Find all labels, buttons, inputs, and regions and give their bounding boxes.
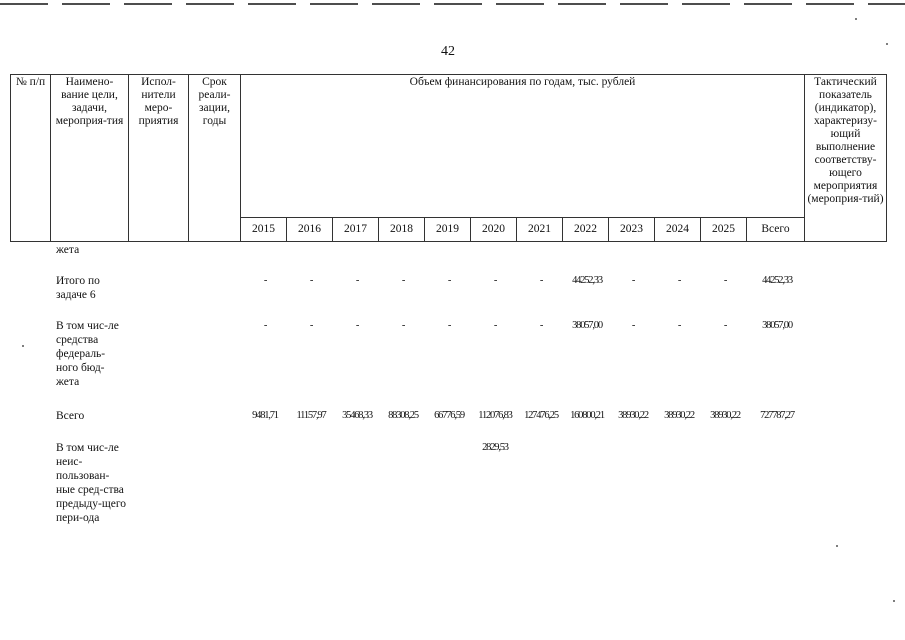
year-cell: 2019 <box>425 217 471 241</box>
year-cell: 2015 <box>241 217 287 241</box>
year-cell: 2020 <box>471 217 517 241</box>
row-value: 44252,33 <box>572 275 602 286</box>
row-value: 127476,25 <box>524 410 558 421</box>
row-value: 38057,00 <box>572 320 602 331</box>
row-value: - <box>355 275 359 286</box>
row-value: 2829,53 <box>482 442 508 453</box>
row-value: - <box>401 320 405 331</box>
scan-speck <box>22 345 24 347</box>
scan-speck <box>886 43 888 45</box>
year-cell: 2022 <box>563 217 609 241</box>
row-value: - <box>263 275 267 286</box>
top-border-line <box>0 3 905 5</box>
row-value: 38930,22 <box>664 410 694 421</box>
row-value: 160800,21 <box>570 410 604 421</box>
year-cell: 2025 <box>701 217 747 241</box>
row-value: - <box>677 275 681 286</box>
row-value: - <box>493 275 497 286</box>
row-value: 11157,97 <box>296 410 326 421</box>
row-label: Итого по задаче 6 <box>56 275 100 301</box>
row-value: - <box>401 275 405 286</box>
row-value: - <box>539 275 543 286</box>
row-value: - <box>263 320 267 331</box>
scan-speck <box>836 545 838 547</box>
scan-speck <box>893 600 895 602</box>
row-value: - <box>677 320 681 331</box>
row-label: В том чис-ле неис-пользован-ные сред-ства предыду-щего пери-ода <box>56 442 127 524</box>
row-value: - <box>723 275 727 286</box>
row-value: - <box>447 320 451 331</box>
header-financing: Объем финансирования по годам, тыс. рублей <box>241 75 805 218</box>
year-cell: 2021 <box>517 217 563 241</box>
header-name: Наимено-вание цели, задачи, мероприя-тия <box>51 75 129 242</box>
row-value: 38057,00 <box>762 320 792 331</box>
row-value: - <box>447 275 451 286</box>
page-number: 42 <box>441 44 455 59</box>
row-value: - <box>723 320 727 331</box>
row-value: 727787,27 <box>760 410 794 421</box>
header-executors: Испол-нители меро-приятия <box>129 75 189 242</box>
row-value: 88308,25 <box>388 410 418 421</box>
year-cell: Всего <box>747 217 805 241</box>
year-cell: 2016 <box>287 217 333 241</box>
row-label: В том чис-ле средства федераль-ного бюд-жета <box>56 320 119 388</box>
year-cell: 2018 <box>379 217 425 241</box>
row-value: - <box>355 320 359 331</box>
row-value: - <box>309 320 313 331</box>
row-label: Всего <box>56 410 85 422</box>
row-value: 35468,33 <box>342 410 372 421</box>
row-value: 66776,59 <box>434 410 464 421</box>
row-value: - <box>493 320 497 331</box>
row-value: - <box>539 320 543 331</box>
row-value: 9481,71 <box>252 410 278 421</box>
row-label: жета <box>56 244 80 256</box>
row-value: 44252,33 <box>762 275 792 286</box>
table-header <box>10 74 887 242</box>
header-term: Срок реали-зации, годы <box>189 75 241 242</box>
row-value: - <box>631 275 635 286</box>
row-value: 112076,83 <box>478 410 512 421</box>
row-value: 38930,22 <box>710 410 740 421</box>
row-value: - <box>631 320 635 331</box>
header-num: № п/п <box>11 75 51 242</box>
year-cell: 2017 <box>333 217 379 241</box>
year-cell: 2024 <box>655 217 701 241</box>
year-cell: 2023 <box>609 217 655 241</box>
row-value: - <box>309 275 313 286</box>
scan-speck <box>855 18 857 20</box>
header-indicator: Тактический показатель (индикатор), характеризу-ющий выполнение соответству-ющего мероприятия (мероприя-тий) <box>805 75 887 242</box>
row-value: 38930,22 <box>618 410 648 421</box>
